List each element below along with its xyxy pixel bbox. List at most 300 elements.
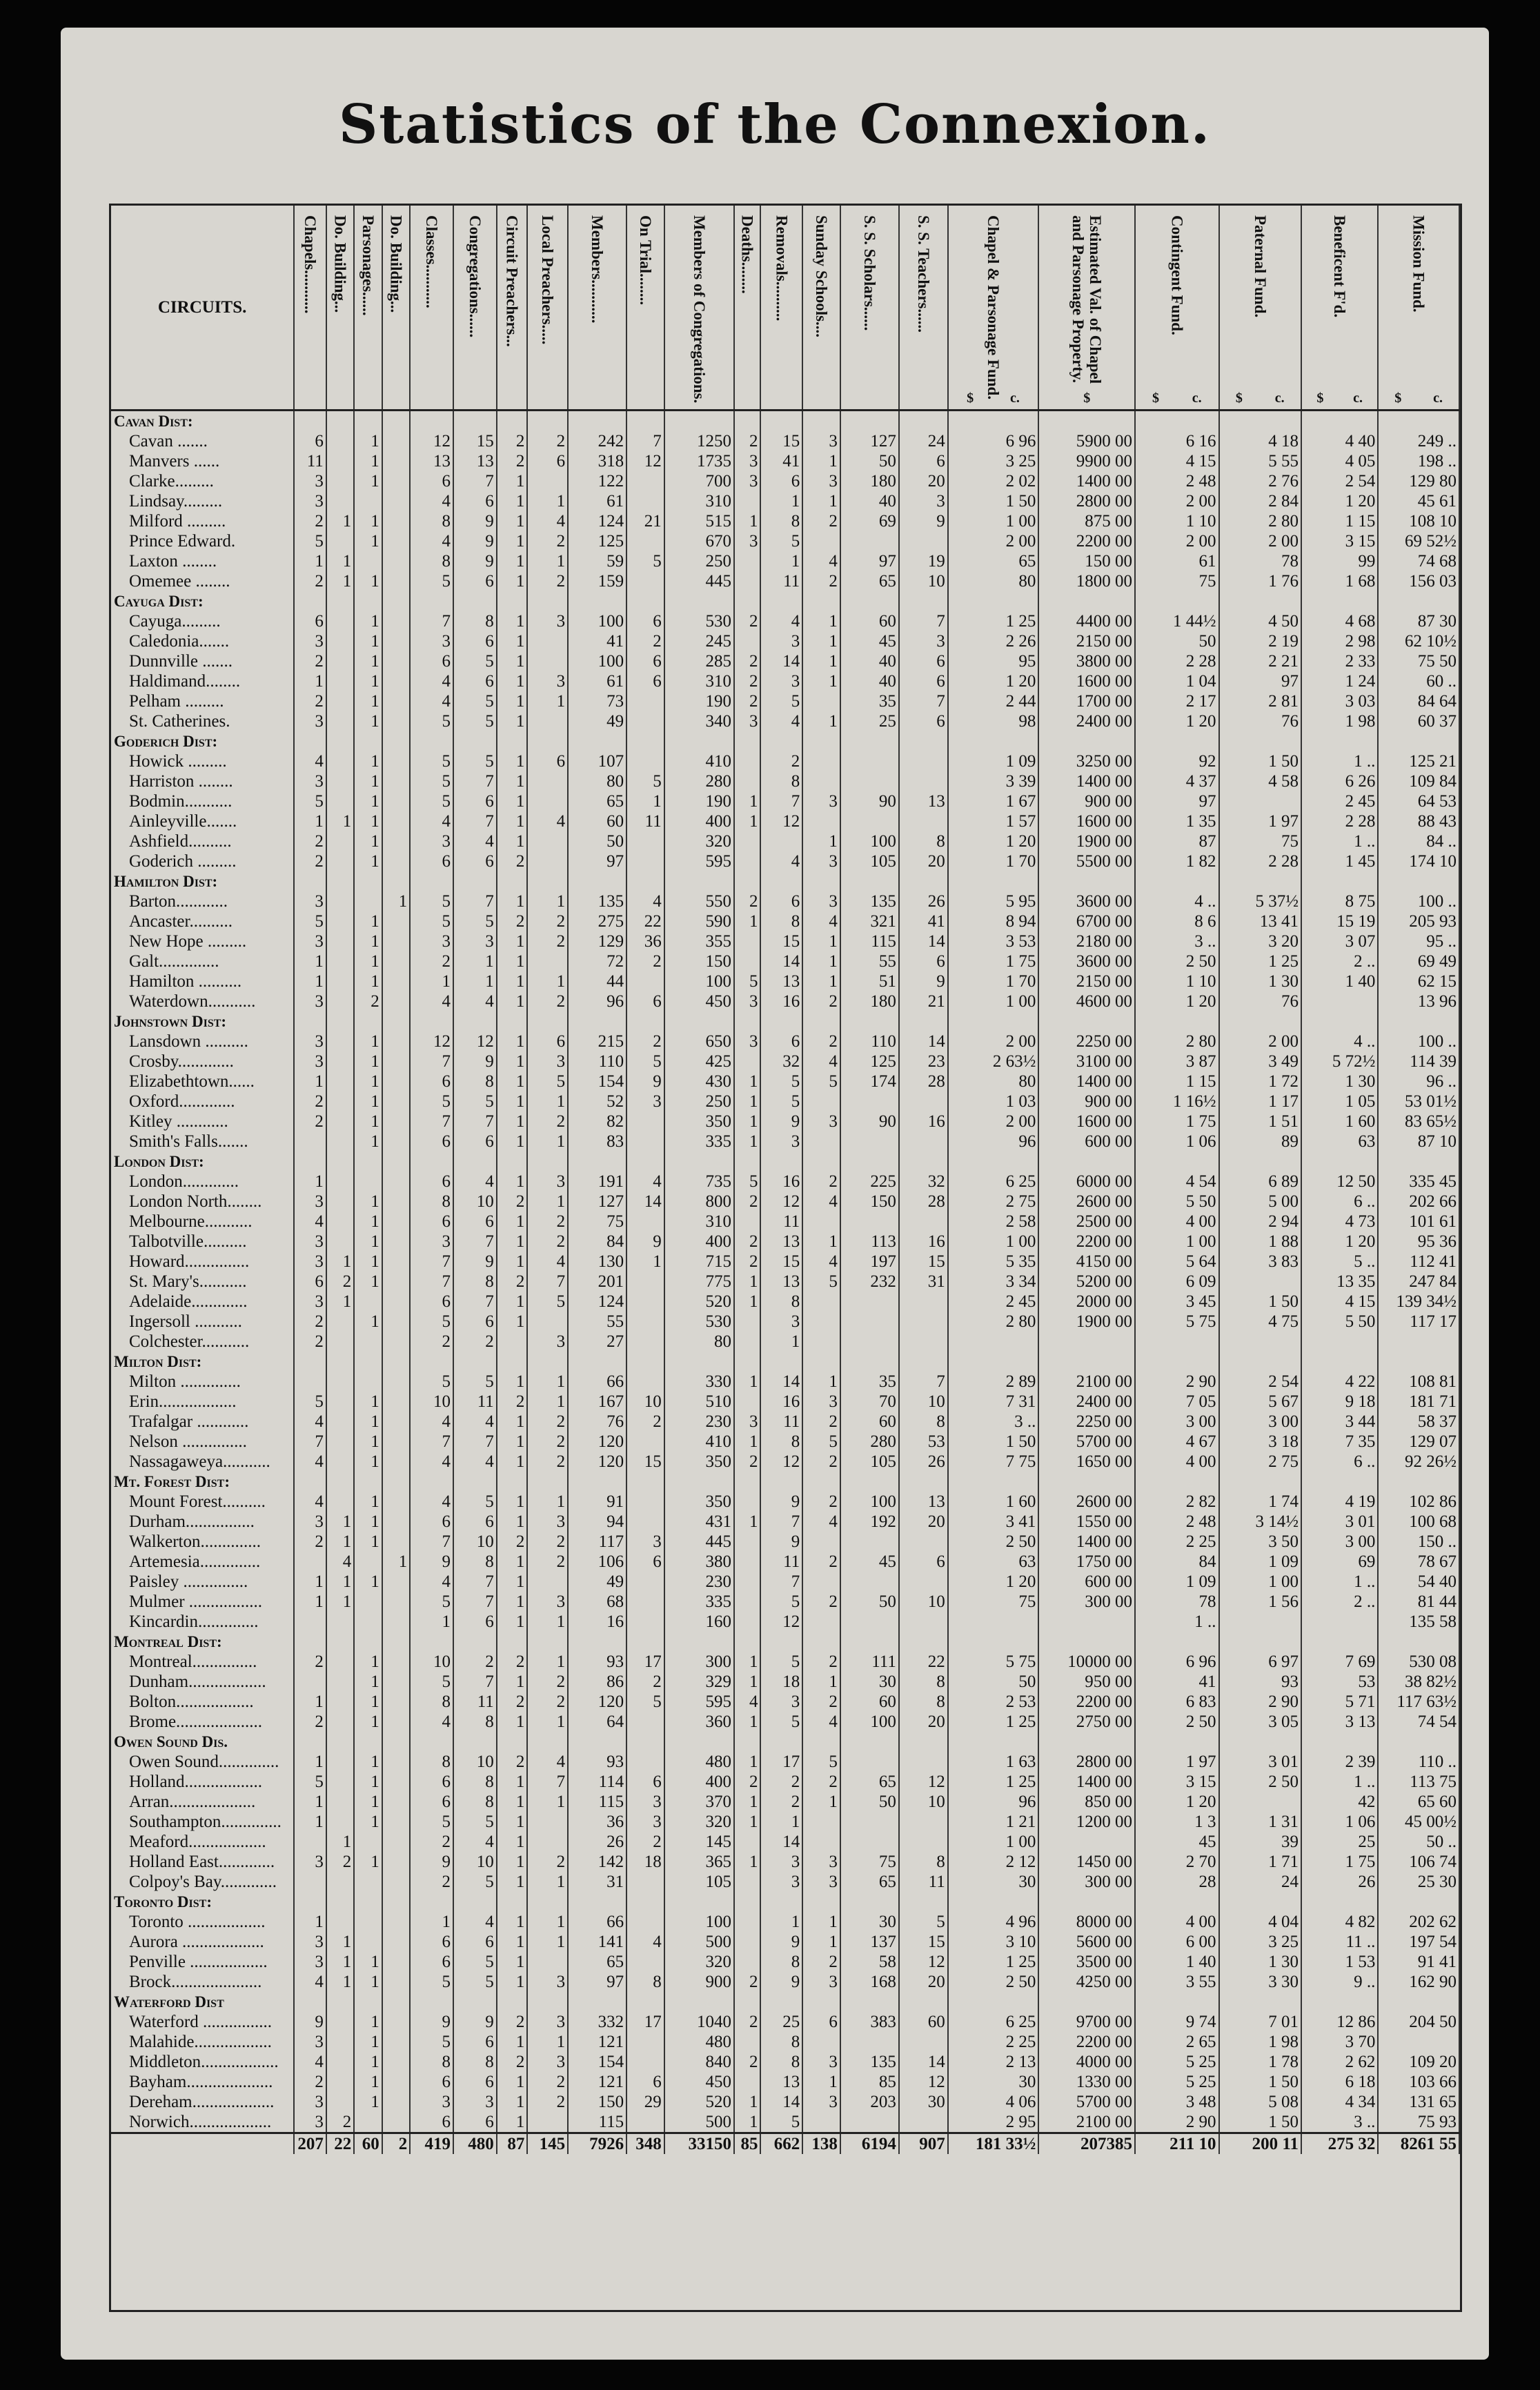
cell-classes: 7 xyxy=(410,1272,453,1292)
cell-members: 65 xyxy=(568,1952,626,1972)
cell-members-of-congregations: 105 xyxy=(664,1872,734,1892)
cell-removals: 3 xyxy=(760,671,802,691)
cell-paternal-fund: 2 54 xyxy=(1219,1372,1301,1392)
cell-classes xyxy=(410,1472,453,1492)
cell-paternal-fund: 1 98 xyxy=(1219,2032,1301,2052)
cell-deaths: 2 xyxy=(734,691,760,711)
cell-parsonages xyxy=(354,1292,382,1312)
cell-circuit-preachers: 1 xyxy=(497,1092,528,1112)
cell-chapel-parsonage-fund: 3 25 xyxy=(948,451,1039,471)
circuit-name: Ingersoll ........... xyxy=(111,1312,294,1332)
cell-chapel-parsonage-fund: 1 21 xyxy=(948,1812,1039,1832)
cell-paternal-fund: 76 xyxy=(1219,991,1301,1011)
cell-on-trial xyxy=(626,1592,664,1612)
cell-ss-scholars: 50 xyxy=(840,1592,899,1612)
cell-contingent-fund: 2 48 xyxy=(1135,1512,1218,1532)
cell-contingent-fund: 2 17 xyxy=(1135,691,1218,711)
cell-do-building xyxy=(326,1071,354,1092)
cell-chapel-parsonage-fund: 7 31 xyxy=(948,1392,1039,1412)
cell-mission-fund: 84 64 xyxy=(1378,691,1459,711)
cell-do-building xyxy=(326,1732,354,1752)
cell-on-trial xyxy=(626,1352,664,1372)
cell-chapels xyxy=(294,1732,326,1752)
cell-circuit-preachers: 1 xyxy=(497,1792,528,1812)
cell-estimated-value: 3600 00 xyxy=(1038,951,1135,971)
cell-removals: 14 xyxy=(760,2092,802,2112)
cell-do-building2: 1 xyxy=(382,891,410,911)
cell-chapel-parsonage-fund: 1 09 xyxy=(948,751,1039,771)
cell-chapel-parsonage-fund: 80 xyxy=(948,571,1039,591)
cell-classes: 3 xyxy=(410,931,453,951)
cell-removals: 14 xyxy=(760,1372,802,1392)
circuit-row xyxy=(111,1652,1459,1672)
cell-mission-fund: 110 .. xyxy=(1378,1752,1459,1772)
cell-members: 201 xyxy=(568,1272,626,1292)
cell-congregations xyxy=(453,1992,497,2012)
cell-ss-scholars: 135 xyxy=(840,2052,899,2072)
cell-deaths xyxy=(734,731,760,751)
cell-deaths xyxy=(734,411,760,432)
cell-removals: 5 xyxy=(760,1712,802,1732)
cell-deaths xyxy=(734,871,760,891)
cell-chapels: 2 xyxy=(294,1532,326,1552)
cell-circuit-preachers: 2 xyxy=(497,1192,528,1212)
cell-sunday-schools: 1 xyxy=(802,1932,840,1952)
cell-estimated-value: 1600 00 xyxy=(1038,671,1135,691)
cell-removals: 11 xyxy=(760,571,802,591)
cell-classes xyxy=(410,871,453,891)
cell-chapels xyxy=(294,1372,326,1392)
cell-parsonages: 1 xyxy=(354,1312,382,1332)
cell-circuit-preachers: 1 xyxy=(497,1172,528,1192)
cell-parsonages xyxy=(354,871,382,891)
cell-ss-teachers: 8 xyxy=(899,1692,948,1712)
cell-members: 141 xyxy=(568,1932,626,1952)
cents-unit: c. xyxy=(1353,391,1363,406)
cell-on-trial xyxy=(626,1512,664,1532)
cell-circuit-preachers: 1 xyxy=(497,551,528,571)
cell-chapel-parsonage-fund: 1 70 xyxy=(948,851,1039,871)
cell-members: 97 xyxy=(568,1972,626,1992)
cell-ss-scholars: 90 xyxy=(840,1112,899,1132)
cell-sunday-schools: 4 xyxy=(802,551,840,571)
cell-members: 7926 xyxy=(568,2133,626,2155)
column-header-label: Removals.......... xyxy=(773,215,791,322)
circuit-name: Caledonia....... xyxy=(111,631,294,651)
cell-members: 142 xyxy=(568,1852,626,1872)
cell-ss-teachers: 60 xyxy=(899,2012,948,2032)
cell-do-building xyxy=(326,1152,354,1172)
cell-do-building xyxy=(326,591,354,611)
column-header-sunday-schools xyxy=(802,206,840,411)
cell-contingent-fund: 1 44½ xyxy=(1135,611,1218,631)
cell-chapels: 3 xyxy=(294,1051,326,1071)
cell-beneficent-fund: 13 35 xyxy=(1301,1272,1378,1292)
cell-chapels: 5 xyxy=(294,911,326,931)
cell-sunday-schools: 5 xyxy=(802,1432,840,1452)
cell-paternal-fund xyxy=(1219,1011,1301,1031)
cell-beneficent-fund: 4 73 xyxy=(1301,1212,1378,1232)
cell-beneficent-fund: 2 28 xyxy=(1301,811,1378,831)
cell-congregations: 6 xyxy=(453,2072,497,2092)
cell-circuit-preachers xyxy=(497,1011,528,1031)
column-header-label: Do. Building... xyxy=(387,215,405,313)
column-header-label: Sunday Schools.... xyxy=(813,215,831,338)
cell-members xyxy=(568,1472,626,1492)
cell-local-preachers: 3 xyxy=(527,1332,568,1352)
cell-removals xyxy=(760,1152,802,1172)
cell-deaths: 3 xyxy=(734,711,760,731)
cell-local-preachers: 2 xyxy=(527,911,568,931)
cell-members: 86 xyxy=(568,1672,626,1692)
cell-paternal-fund: 97 xyxy=(1219,671,1301,691)
cell-deaths: 1 xyxy=(734,1672,760,1692)
cell-local-preachers: 7 xyxy=(527,1272,568,1292)
cell-parsonages: 1 xyxy=(354,1852,382,1872)
cell-removals: 13 xyxy=(760,2072,802,2092)
cell-do-building2 xyxy=(382,1432,410,1452)
cell-on-trial xyxy=(626,851,664,871)
cell-on-trial: 17 xyxy=(626,1652,664,1672)
cell-congregations: 6 xyxy=(453,2032,497,2052)
cell-contingent-fund: 2 50 xyxy=(1135,1712,1218,1732)
cell-on-trial xyxy=(626,571,664,591)
cell-chapel-parsonage-fund: 1 50 xyxy=(948,1432,1039,1452)
cell-sunday-schools xyxy=(802,2112,840,2133)
cell-paternal-fund: 3 83 xyxy=(1219,1252,1301,1272)
cell-estimated-value: 3250 00 xyxy=(1038,751,1135,771)
cell-local-preachers: 6 xyxy=(527,751,568,771)
district-row xyxy=(111,411,1459,432)
cell-do-building2 xyxy=(382,1312,410,1332)
cell-estimated-value: 2600 00 xyxy=(1038,1492,1135,1512)
cell-on-trial: 10 xyxy=(626,1392,664,1412)
cell-deaths: 3 xyxy=(734,991,760,1011)
cell-parsonages: 1 xyxy=(354,611,382,631)
cell-ss-scholars: 203 xyxy=(840,2092,899,2112)
cell-circuit-preachers: 1 xyxy=(497,1552,528,1572)
cell-beneficent-fund: 3 15 xyxy=(1301,531,1378,551)
cell-local-preachers: 2 xyxy=(527,1412,568,1432)
cell-removals xyxy=(760,1892,802,1912)
cell-circuit-preachers: 1 xyxy=(497,1812,528,1832)
cell-contingent-fund: 2 90 xyxy=(1135,2112,1218,2133)
cell-beneficent-fund xyxy=(1301,731,1378,751)
cell-sunday-schools: 2 xyxy=(802,571,840,591)
cell-sunday-schools: 1 xyxy=(802,491,840,511)
cell-mission-fund: 162 90 xyxy=(1378,1972,1459,1992)
cell-ss-scholars: 180 xyxy=(840,991,899,1011)
cell-removals: 1 xyxy=(760,491,802,511)
cell-ss-teachers: 20 xyxy=(899,1712,948,1732)
cell-estimated-value xyxy=(1038,1832,1135,1852)
circuit-row xyxy=(111,1792,1459,1812)
cell-ss-scholars xyxy=(840,1732,899,1752)
cell-chapel-parsonage-fund: 96 xyxy=(948,1792,1039,1812)
cell-on-trial: 5 xyxy=(626,551,664,571)
cell-do-building xyxy=(326,651,354,671)
district-row xyxy=(111,1152,1459,1172)
cell-chapels: 2 xyxy=(294,511,326,531)
cell-beneficent-fund: 2 54 xyxy=(1301,471,1378,491)
cell-members-of-congregations: 410 xyxy=(664,1432,734,1452)
cell-estimated-value: 2800 00 xyxy=(1038,491,1135,511)
circuit-row xyxy=(111,491,1459,511)
circuit-row xyxy=(111,1252,1459,1272)
cell-removals: 5 xyxy=(760,1071,802,1092)
cell-ss-teachers xyxy=(899,1472,948,1492)
cell-do-building xyxy=(326,1011,354,1031)
cell-estimated-value: 4400 00 xyxy=(1038,611,1135,631)
cell-congregations: 5 xyxy=(453,751,497,771)
cell-congregations: 8 xyxy=(453,1792,497,1812)
cell-chapels xyxy=(294,1612,326,1632)
cell-deaths xyxy=(734,1492,760,1512)
cell-members xyxy=(568,1152,626,1172)
cell-deaths xyxy=(734,1332,760,1352)
currency-units xyxy=(1379,391,1459,406)
cell-members-of-congregations: 1735 xyxy=(664,451,734,471)
cell-ss-scholars xyxy=(840,2032,899,2052)
cell-ss-teachers xyxy=(899,411,948,432)
cell-parsonages xyxy=(354,1612,382,1632)
cell-do-building xyxy=(326,1051,354,1071)
cell-ss-teachers xyxy=(899,1732,948,1752)
circuit-name: Bayham.................... xyxy=(111,2072,294,2092)
cell-circuit-preachers: 1 xyxy=(497,1772,528,1792)
cell-mission-fund: 530 08 xyxy=(1378,1652,1459,1672)
cell-do-building2 xyxy=(382,1071,410,1092)
cell-members: 93 xyxy=(568,1652,626,1672)
circuit-name: Owen Sound.............. xyxy=(111,1752,294,1772)
cell-estimated-value: 1600 00 xyxy=(1038,811,1135,831)
cell-ss-teachers xyxy=(899,811,948,831)
cell-deaths: 1 xyxy=(734,2092,760,2112)
cell-circuit-preachers: 1 xyxy=(497,971,528,991)
cell-do-building2 xyxy=(382,1372,410,1392)
cell-classes: 5 xyxy=(410,1972,453,1992)
cell-contingent-fund: 2 50 xyxy=(1135,951,1218,971)
cell-ss-scholars: 137 xyxy=(840,1932,899,1952)
cell-members-of-congregations: 329 xyxy=(664,1672,734,1692)
cell-do-building2 xyxy=(382,2072,410,2092)
cell-paternal-fund: 7 01 xyxy=(1219,2012,1301,2032)
cell-local-preachers xyxy=(527,831,568,851)
cell-estimated-value xyxy=(1038,871,1135,891)
cell-parsonages: 1 xyxy=(354,2012,382,2032)
cell-estimated-value: 1400 00 xyxy=(1038,1532,1135,1552)
cell-chapel-parsonage-fund: 1 25 xyxy=(948,1952,1039,1972)
column-header-congregations xyxy=(453,206,497,411)
cell-deaths xyxy=(734,1952,760,1972)
cell-mission-fund xyxy=(1378,1332,1459,1352)
cell-deaths: 1 xyxy=(734,1112,760,1132)
cell-sunday-schools xyxy=(802,1312,840,1332)
cell-do-building xyxy=(326,1792,354,1812)
cell-sunday-schools xyxy=(802,591,840,611)
circuit-name: Adelaide............. xyxy=(111,1292,294,1312)
cell-members-of-congregations: 350 xyxy=(664,1492,734,1512)
district-row xyxy=(111,1011,1459,1031)
cell-members-of-congregations xyxy=(664,1352,734,1372)
circuit-name: Omemee ........ xyxy=(111,571,294,591)
cell-chapels xyxy=(294,1632,326,1652)
cell-members-of-congregations: 250 xyxy=(664,1092,734,1112)
cell-chapels xyxy=(294,1152,326,1172)
cell-do-building2 xyxy=(382,471,410,491)
cell-estimated-value: 5600 00 xyxy=(1038,1932,1135,1952)
cell-congregations: 6 xyxy=(453,1212,497,1232)
cell-beneficent-fund: 2 .. xyxy=(1301,951,1378,971)
circuit-name: Howick ......... xyxy=(111,751,294,771)
cell-sunday-schools: 3 xyxy=(802,431,840,451)
cell-do-building2 xyxy=(382,831,410,851)
circuit-name: Harriston ........ xyxy=(111,771,294,791)
cell-do-building2 xyxy=(382,1272,410,1292)
cell-members-of-congregations: 280 xyxy=(664,771,734,791)
cell-congregations: 9 xyxy=(453,511,497,531)
cell-parsonages: 1 xyxy=(354,1031,382,1051)
cell-paternal-fund: 2 75 xyxy=(1219,1452,1301,1472)
cell-contingent-fund: 4 67 xyxy=(1135,1432,1218,1452)
cell-mission-fund: 25 30 xyxy=(1378,1872,1459,1892)
cell-chapels: 4 xyxy=(294,751,326,771)
cell-chapels: 9 xyxy=(294,2012,326,2032)
cell-contingent-fund: 1 40 xyxy=(1135,1952,1218,1972)
circuit-name: Brome.................... xyxy=(111,1712,294,1732)
column-header-label: Congregations...... xyxy=(466,215,484,338)
cell-members-of-congregations: 1040 xyxy=(664,2012,734,2032)
cell-do-building2 xyxy=(382,2092,410,2112)
cell-mission-fund: 129 07 xyxy=(1378,1432,1459,1452)
district-name: Toronto Dist: xyxy=(111,1892,294,1912)
cell-do-building xyxy=(326,1812,354,1832)
cell-beneficent-fund: 3 03 xyxy=(1301,691,1378,711)
cell-do-building: 2 xyxy=(326,1852,354,1872)
circuit-row xyxy=(111,711,1459,731)
cell-congregations: 6 xyxy=(453,631,497,651)
cell-classes: 5 xyxy=(410,1372,453,1392)
dollar-unit: $ xyxy=(1152,391,1159,406)
cell-parsonages: 1 xyxy=(354,1252,382,1272)
cell-sunday-schools: 1 xyxy=(802,1792,840,1812)
cell-congregations: 7 xyxy=(453,1292,497,1312)
circuit-name: Pelham ......... xyxy=(111,691,294,711)
column-header-label: Chapel & Parsonage Fund. xyxy=(985,215,1003,400)
circuit-row xyxy=(111,751,1459,771)
cell-contingent-fund xyxy=(1135,1892,1218,1912)
cell-classes: 5 xyxy=(410,1312,453,1332)
cell-removals: 9 xyxy=(760,1492,802,1512)
cell-mission-fund: 13 96 xyxy=(1378,991,1459,1011)
circuit-row xyxy=(111,1232,1459,1252)
cell-do-building xyxy=(326,671,354,691)
cell-parsonages: 1 xyxy=(354,951,382,971)
cell-removals xyxy=(760,871,802,891)
cell-beneficent-fund: 6 26 xyxy=(1301,771,1378,791)
cell-mission-fund xyxy=(1378,1992,1459,2012)
cell-contingent-fund: 3 55 xyxy=(1135,1972,1218,1992)
cell-classes: 6 xyxy=(410,1292,453,1312)
cell-ss-teachers: 10 xyxy=(899,1792,948,1812)
cell-members-of-congregations: 145 xyxy=(664,1832,734,1852)
cell-contingent-fund xyxy=(1135,591,1218,611)
cell-ss-scholars: 97 xyxy=(840,551,899,571)
cell-members-of-congregations: 350 xyxy=(664,1112,734,1132)
cell-local-preachers: 3 xyxy=(527,1972,568,1992)
circuit-row xyxy=(111,1492,1459,1512)
cell-on-trial xyxy=(626,1952,664,1972)
cell-estimated-value: 2600 00 xyxy=(1038,1192,1135,1212)
cell-chapel-parsonage-fund: 1 00 xyxy=(948,1232,1039,1252)
cell-estimated-value: 1400 00 xyxy=(1038,1772,1135,1792)
cell-beneficent-fund xyxy=(1301,591,1378,611)
circuit-name: St. Mary's........... xyxy=(111,1272,294,1292)
cell-do-building: 1 xyxy=(326,1952,354,1972)
circuit-name: Ainleyville....... xyxy=(111,811,294,831)
cell-mission-fund: 113 75 xyxy=(1378,1772,1459,1792)
cell-parsonages: 1 xyxy=(354,1232,382,1252)
cell-members-of-congregations: 80 xyxy=(664,1332,734,1352)
cell-chapels: 4 xyxy=(294,1452,326,1472)
cell-do-building xyxy=(326,1372,354,1392)
cell-local-preachers xyxy=(527,651,568,671)
cell-members: 117 xyxy=(568,1532,626,1552)
cell-chapels: 2 xyxy=(294,1312,326,1332)
circuit-name: Toronto .................. xyxy=(111,1912,294,1932)
cell-do-building2 xyxy=(382,1792,410,1812)
cell-beneficent-fund: 15 19 xyxy=(1301,911,1378,931)
cell-ss-teachers xyxy=(899,1011,948,1031)
cell-do-building xyxy=(326,1212,354,1232)
cell-circuit-preachers: 1 xyxy=(497,1452,528,1472)
cell-removals: 15 xyxy=(760,431,802,451)
cell-local-preachers xyxy=(527,711,568,731)
cell-on-trial: 2 xyxy=(626,1031,664,1051)
circuit-row xyxy=(111,571,1459,591)
cell-circuit-preachers: 1 xyxy=(497,1672,528,1692)
cell-removals: 8 xyxy=(760,2052,802,2072)
cell-do-building xyxy=(326,2072,354,2092)
circuit-row xyxy=(111,2032,1459,2052)
cell-classes: 4 xyxy=(410,671,453,691)
cell-ss-teachers: 30 xyxy=(899,2092,948,2112)
cell-local-preachers: 2 xyxy=(527,931,568,951)
cell-beneficent-fund: 6 18 xyxy=(1301,2072,1378,2092)
cell-chapel-parsonage-fund: 5 75 xyxy=(948,1652,1039,1672)
cell-members-of-congregations: 250 xyxy=(664,551,734,571)
cell-deaths: 1 xyxy=(734,1092,760,1112)
cell-beneficent-fund: 2 45 xyxy=(1301,791,1378,811)
circuit-name: Waterford ................ xyxy=(111,2012,294,2032)
circuit-name: Dunham.................. xyxy=(111,1672,294,1692)
cell-sunday-schools: 1 xyxy=(802,1912,840,1932)
cell-sunday-schools: 2 xyxy=(802,1952,840,1972)
cell-estimated-value: 9700 00 xyxy=(1038,2012,1135,2032)
cell-classes xyxy=(410,1352,453,1372)
cell-on-trial: 29 xyxy=(626,2092,664,2112)
cell-ss-teachers: 9 xyxy=(899,511,948,531)
cell-do-building xyxy=(326,1352,354,1372)
cell-classes: 5 xyxy=(410,2032,453,2052)
cell-do-building2 xyxy=(382,971,410,991)
cell-do-building: 22 xyxy=(326,2133,354,2155)
cell-deaths: 1 xyxy=(734,2112,760,2133)
cell-local-preachers: 2 xyxy=(527,1432,568,1452)
cell-estimated-value: 2150 00 xyxy=(1038,631,1135,651)
cell-sunday-schools: 1 xyxy=(802,631,840,651)
cell-classes: 5 xyxy=(410,1812,453,1832)
